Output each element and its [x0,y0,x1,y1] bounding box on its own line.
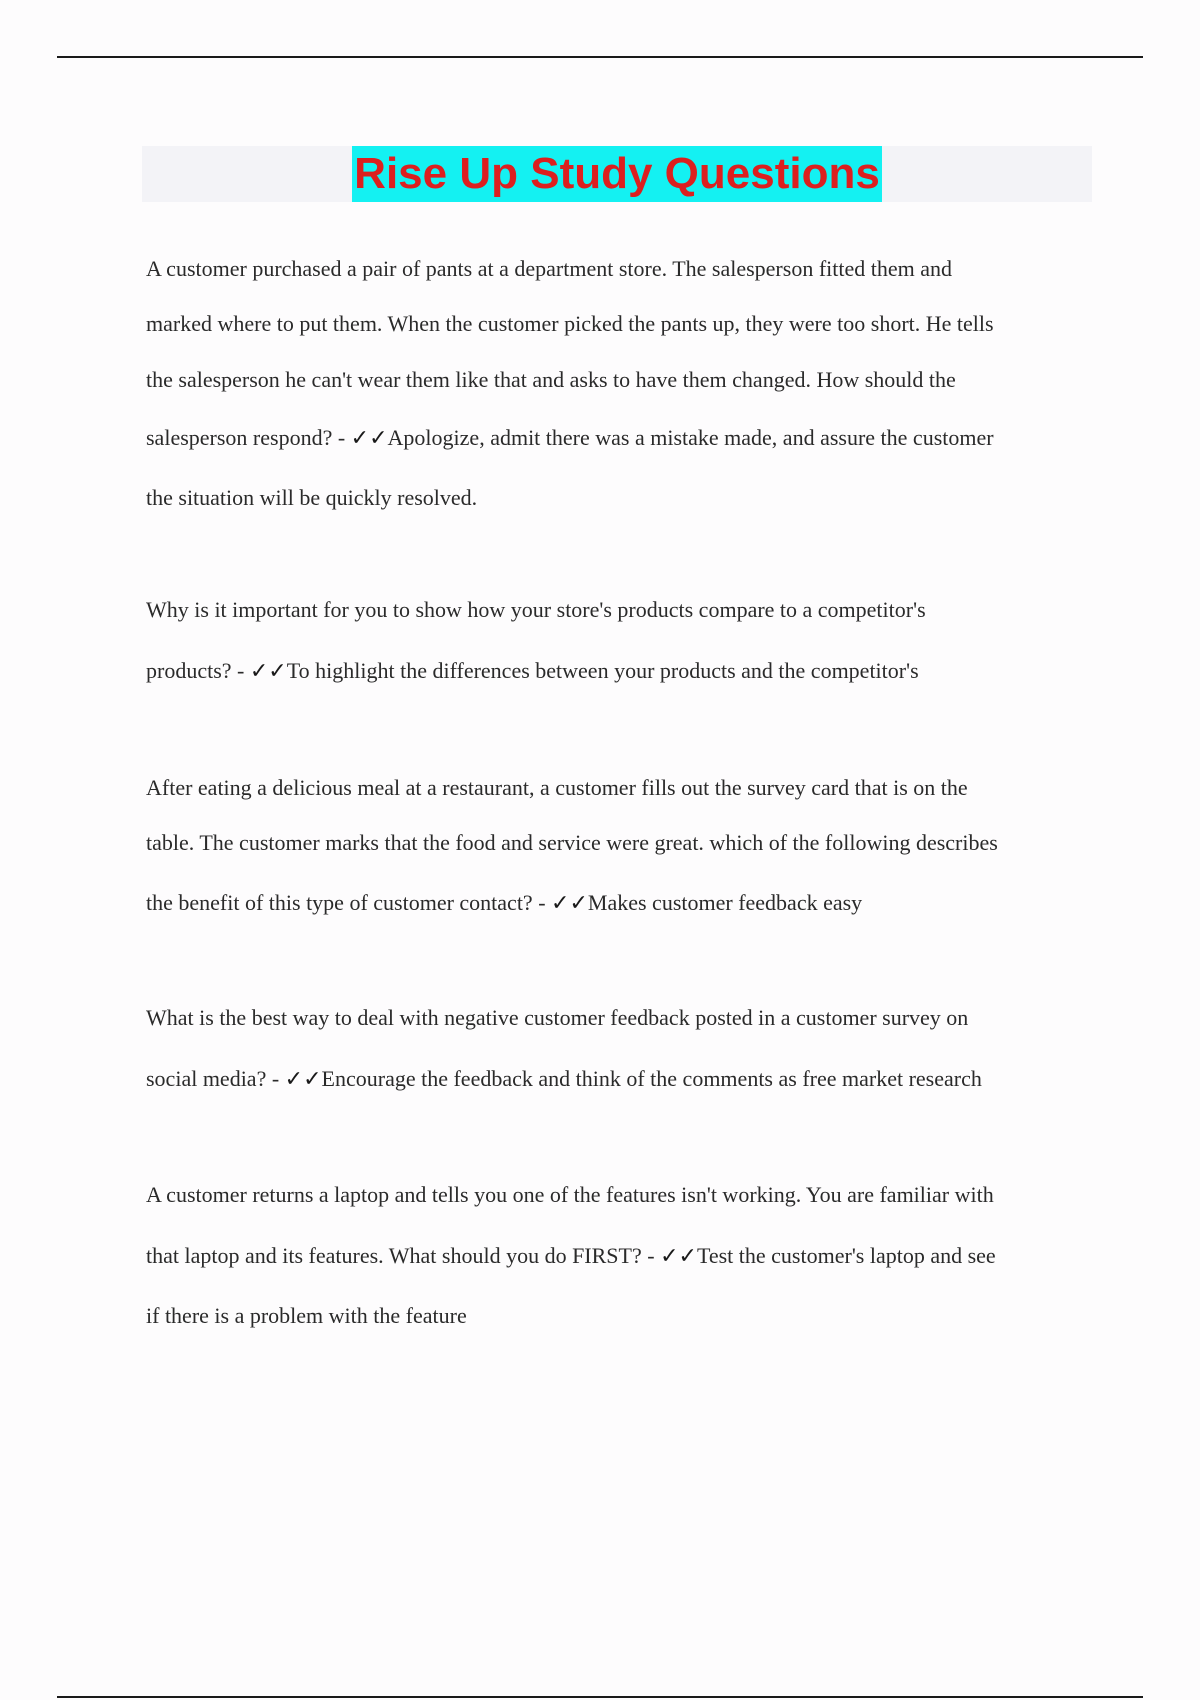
answer-text: Makes customer feedback easy [587,890,863,915]
question-answer-line [146,890,862,916]
question-tail: salesperson respond? - [146,425,351,450]
question-answer-line [146,425,994,451]
question-line: What is the best way to deal with negative customer feedback posted in a customer survey on [146,1005,969,1030]
question-tail: the benefit of this type of customer contact? - [146,890,552,915]
answer-text: Test the customer's laptop and see [696,1243,996,1268]
question-line: Why is it important for you to show how your store's products compare to a competitor's [146,597,926,622]
question-line: the salesperson he can't wear them like that and asks to have them changed. How should the [146,367,956,392]
double-check-icon: ✓✓ [284,1067,322,1092]
question-tail: that laptop and its features. What should you do FIRST? - [146,1243,661,1268]
question-line: A customer purchased a pair of pants at a department store. The salesperson fitted them and [146,256,952,281]
question-answer-line [146,1243,996,1269]
page-title: Rise Up Study Questions [352,146,882,202]
double-check-icon: ✓✓ [249,659,287,684]
title-band [142,146,1092,202]
question-tail: social media? - [146,1066,285,1091]
answer-line: if there is a problem with the feature [146,1303,467,1328]
question-line: After eating a delicious meal at a restaurant, a customer fills out the survey card that is on the [146,775,968,800]
answer-text: Encourage the feedback and think of the comments as free market research [321,1066,982,1091]
question-line: table. The customer marks that the food and service were great. which of the following describes [146,830,998,855]
double-check-icon: ✓✓ [551,891,588,916]
question-line: marked where to put them. When the customer picked the pants up, they were too short. He tells [146,311,994,336]
question-tail: products? - [146,658,250,683]
bottom-rule [57,1696,1143,1698]
question-line: A customer returns a laptop and tells you one of the features isn't working. You are familiar with [146,1182,994,1207]
double-check-icon: ✓✓ [350,426,388,451]
question-answer-line [146,1066,982,1092]
question-answer-line [146,658,919,684]
answer-text: Apologize, admit there was a mistake made, and assure the customer [387,425,994,450]
answer-line: the situation will be quickly resolved. [146,485,478,510]
top-rule [57,56,1143,58]
double-check-icon: ✓✓ [660,1244,697,1269]
answer-text: To highlight the differences between your products and the competitor's [286,658,919,683]
